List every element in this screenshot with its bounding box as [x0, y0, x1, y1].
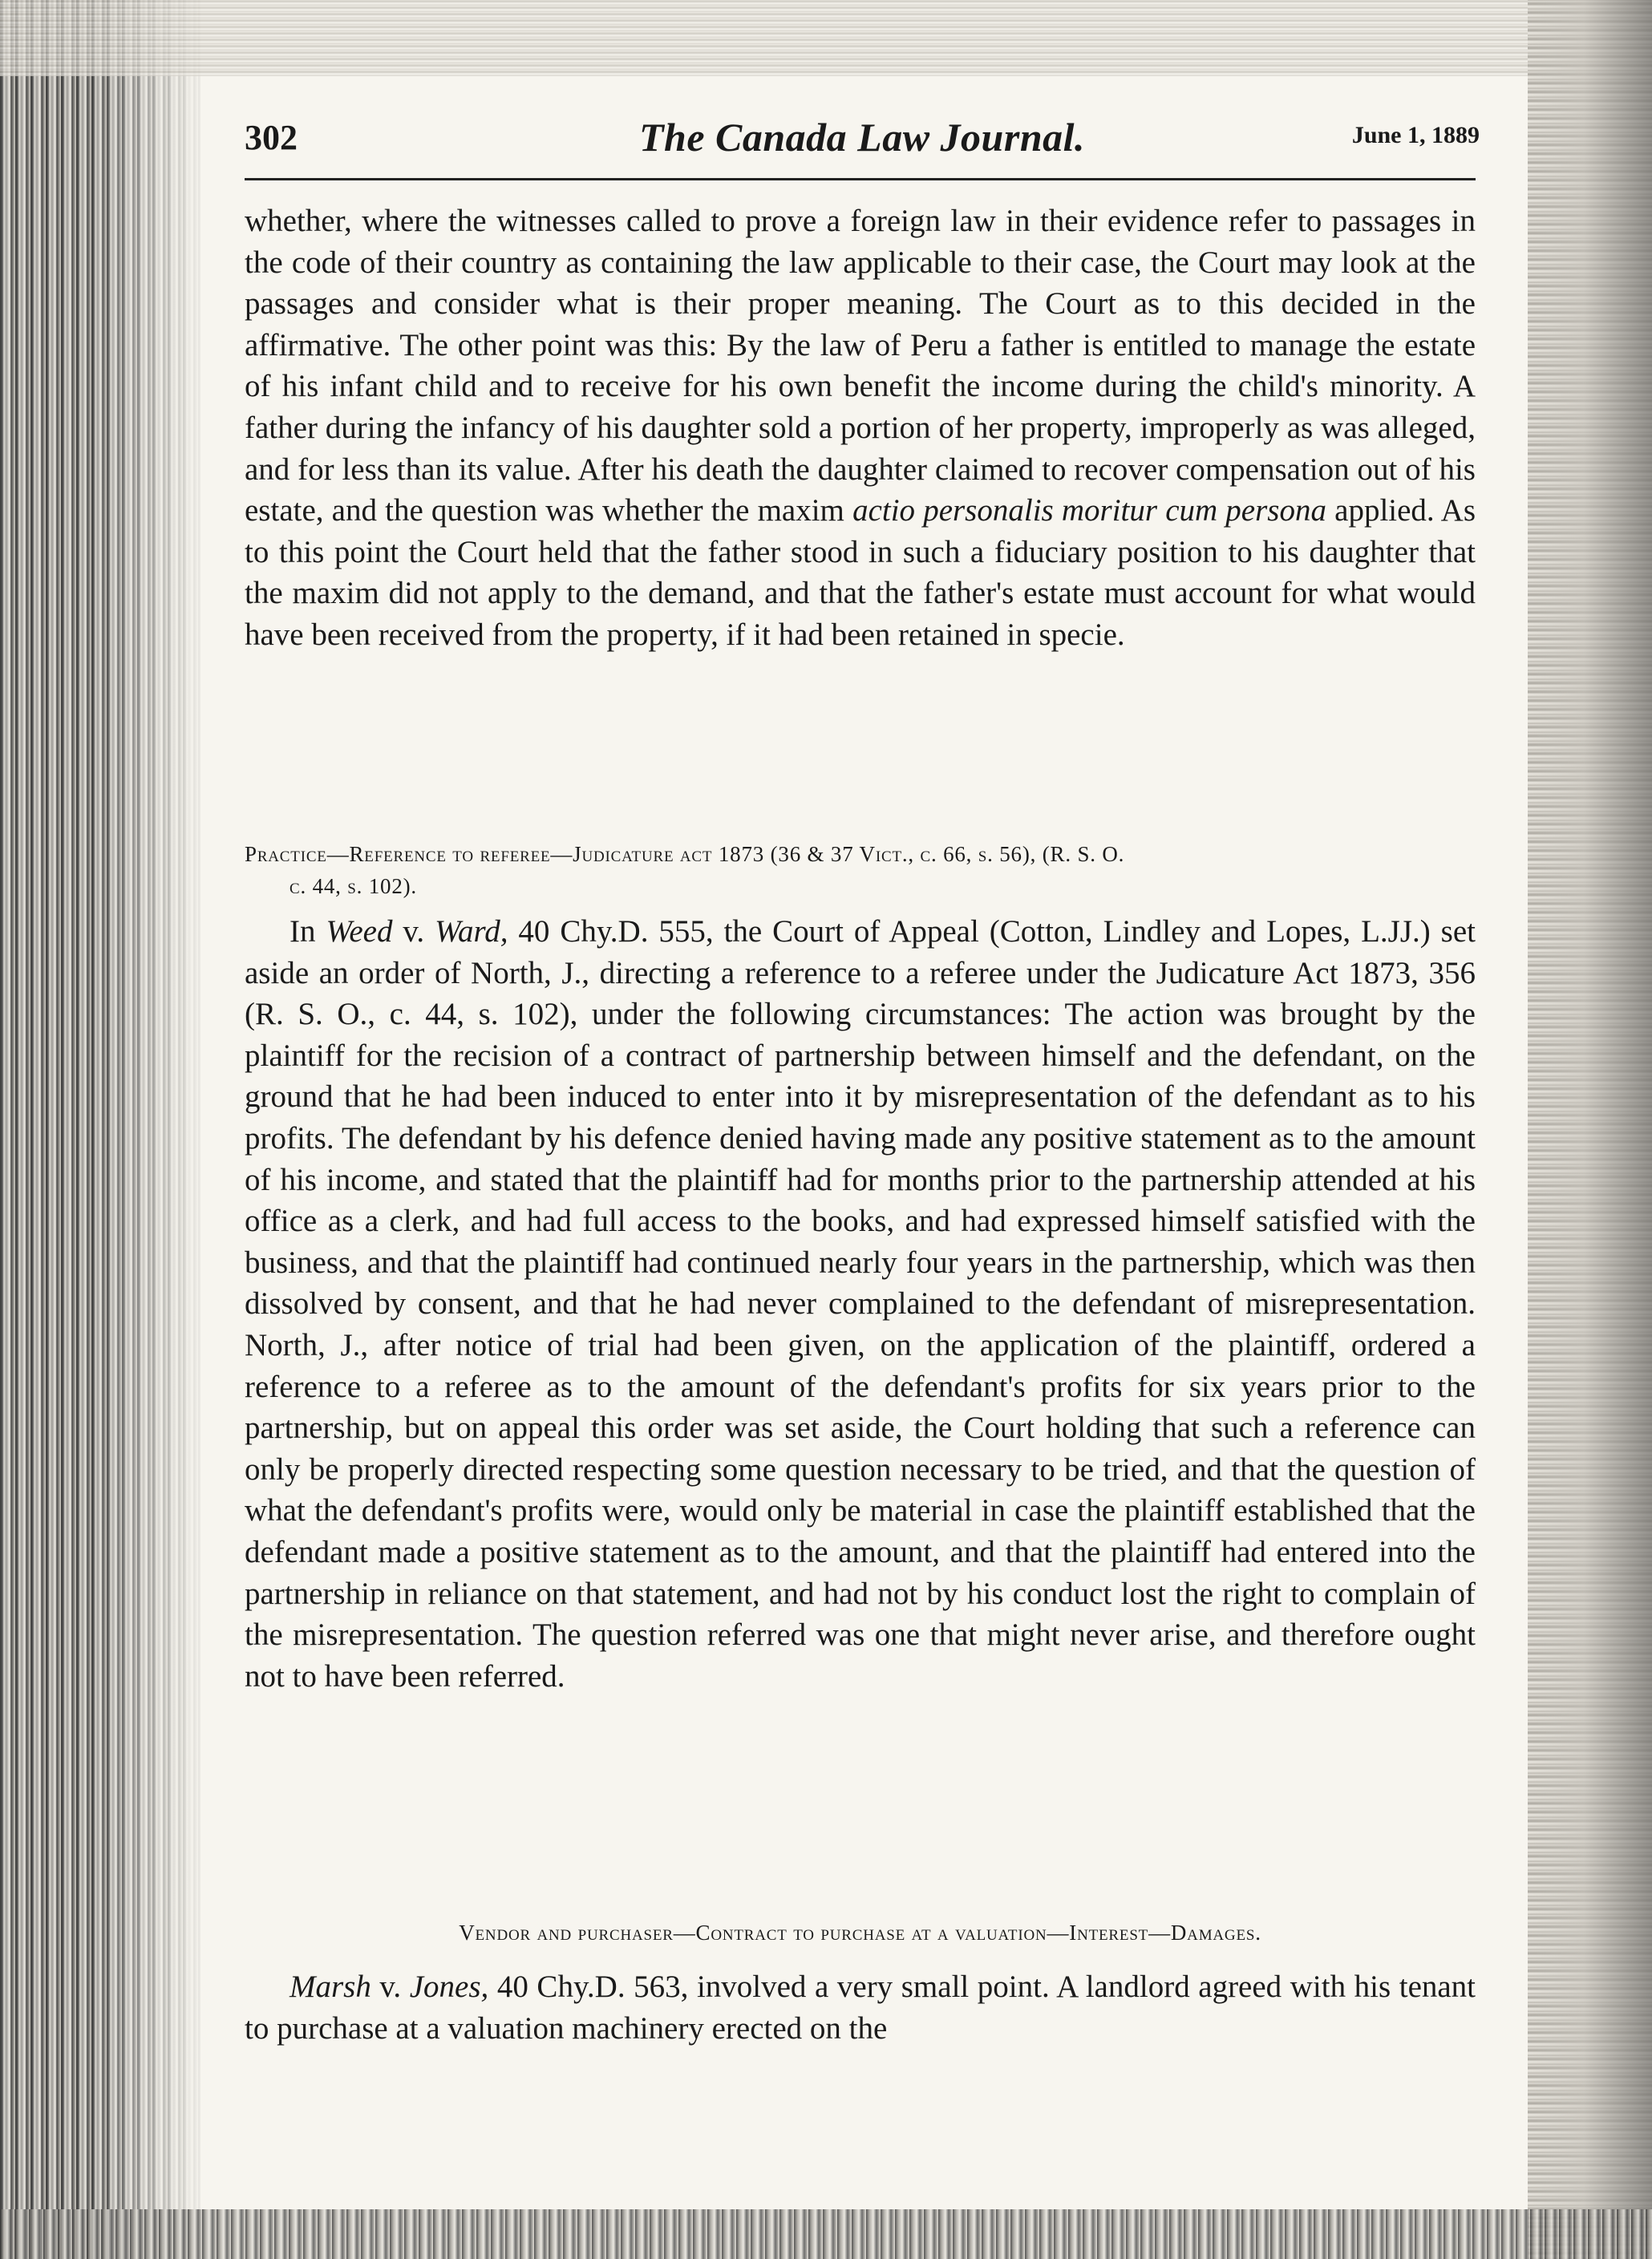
journal-title: The Canada Law Journal. — [638, 115, 1086, 160]
paragraph-peru-case: whether, where the witnesses called to prove a foreign law in their evidence refer to passages in the code of their country as containing the law applicable to their case, the Court may look at the passages and consider what is their proper meaning. The Court as to this decided in the affirmative. The other point was this: By the law of Peru a father is entitled to manage the estate of his infant child and to receive for his own benefit the income during the child's minority. A father during the infancy of his daughter sold a portion of her property, improperly as was alleged, and for less than its value. After his death the daughter claimed to recover compensation out of his estate, and the question was whether the maxim actio personalis moritur cum persona applied. As to this point the Court held that the father stood in such a fiduciary position to his daughter that the maxim did not apply to the demand, and that the father's estate must account for what would have been received from the property, if it had been retained in specie. — [245, 204, 1476, 652]
running-head — [245, 114, 1480, 170]
scan-bottom-edge — [0, 2209, 1652, 2259]
case-plaintiff: Marsh — [290, 1970, 371, 2004]
scan-top-edge — [0, 0, 1652, 76]
issue-date: June 1, 1889 — [1351, 122, 1480, 148]
case-plaintiff: Weed — [326, 914, 393, 949]
header-rule — [245, 178, 1476, 180]
scan-right-edge — [1528, 0, 1652, 2259]
section-heading-practice: Practice—Reference to referee—Judicature act 1873 (36 & 37 Vict., c. 66, s. 56), (R. S. O. c. 44, s. 102). — [245, 842, 1125, 898]
page-number: 302 — [245, 118, 298, 157]
paragraph-weed-v-ward: In Weed v. Ward, 40 Chy.D. 555, the Court of Appeal (Cotton, Lindley and Lopes, L.JJ.) set aside an order of North, J., directing a reference to a referee under the Judicature Act 1873, 356 (R. S. O., c. 44, s. 102), under the following circumstances: The action was brought by the plaintiff for the recision of a contract of partnership between himself and the defendant, on the ground that he had been induced to enter into it by misrepresentation of the defendant as to his profits. The defendant by his defence denied having made any positive statement as to the amount of his income, and stated that the plaintiff had for months prior to the partnership attended at his office as a clerk, and had full access to the books, and had expressed himself satisfied with the business, and that the plaintiff had continued nearly four years in the partnership, which was then dissolved by consent, and that he had never complained to the defendant of misrepresentation. North, J., after notice of trial had been given, on the application of the plaintiff, ordered a reference to a referee as to the amount of the defendant's profits for six years prior to the partnership, but on appeal this order was set aside, the Court holding that such a reference can only be properly directed respecting some question necessary to be tried, and that the question of what the defendant's profits were, would only be material in case the plaintiff established that the defendant made a positive statement as to the amount, and that the plaintiff had entered into the partnership in reliance on that statement, and had not by his conduct lost the right to complain of the misrepresentation. The question referred was one that might never arise, and therefore ought not to have been referred. — [245, 914, 1476, 1694]
section-heading-vendor: Vendor and purchaser—Contract to purchase at a valuation—Interest—Damages. — [459, 1921, 1261, 1945]
case-defendant: Jones, — [409, 1970, 489, 2004]
paragraph-marsh-v-jones: Marsh v. Jones, 40 Chy.D. 563, involved a very small point. A landlord agreed with his tenant to purchase at a valuation machinery erected on the — [245, 1970, 1476, 2046]
latin-maxim: actio personalis moritur cum persona — [852, 493, 1326, 528]
case-defendant: Ward, — [435, 914, 508, 949]
